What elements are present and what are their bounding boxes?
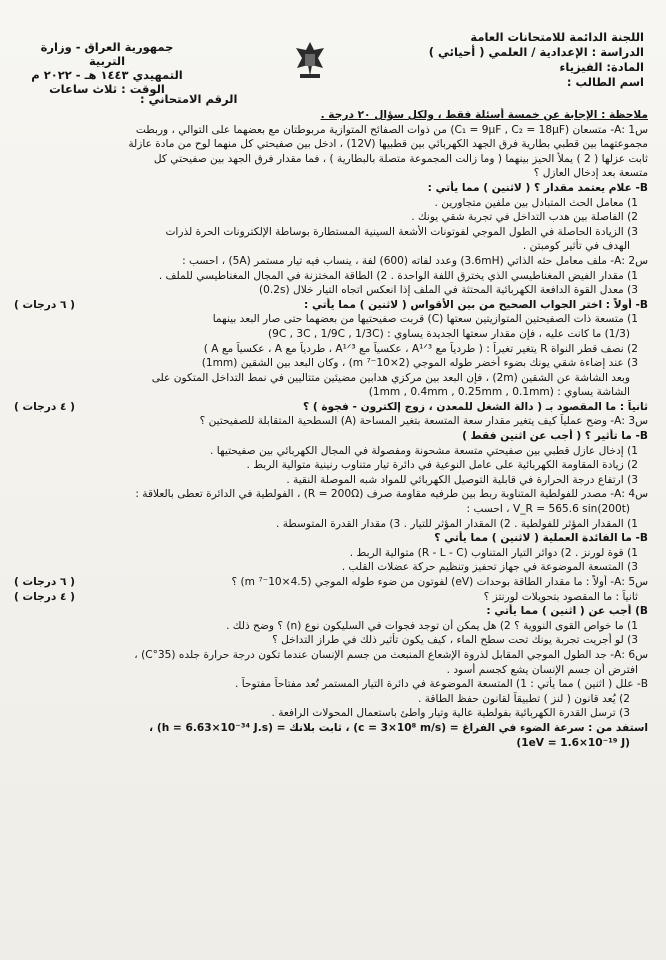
q2-a-line-1: س2 :A- ملف معامل حثه الذاتي (3.6mH) وعدد لفاته (600) لفة ، ينساب فيه تيار مستمر (5A) ، احسب : bbox=[182, 254, 648, 267]
marks-badge: ( ٤ درجات ) bbox=[14, 590, 76, 603]
committee-title: اللجنة الدائمة للامتحانات العامة bbox=[470, 30, 644, 44]
stage-line: الدراسة : الإعدادية / العلمي ( أحيائي ) bbox=[428, 45, 644, 59]
q6-a-line-1: س6 :A- جد الطول الموجي المقابل لذروة الإشعاع المنبعث من جسم الإنسان عندما تكون درجة حرارة جلده (35°C) ، bbox=[134, 648, 648, 661]
q2-b-item-3-options: الشاشة يساوي : (1mm , 0.4mm , 0.25mm , 0.1mm) bbox=[368, 386, 630, 399]
q4-a-equation: V_R = 565.6 sin(200t) ، احسب : bbox=[466, 503, 630, 516]
marks-badge: ( ٦ درجات ) bbox=[14, 576, 76, 588]
q5-a-line-2: ثانياً : ما المقصود بتحويلات لورنتز ؟ ( ٤ درجات ) bbox=[14, 590, 638, 603]
q3-b-item-2: 2) زيادة المقاومة الكهربائية على عامل النوعية في دائرة تيار متناوب رنينية متوالية الربط . bbox=[246, 459, 638, 472]
constants-line-1: استفد من : سرعة الضوء في الفراغ = (c = 3×10⁸ m/s) ، ثابت بلانك = (h = 6.63×10⁻³⁴ J.s) ، bbox=[149, 721, 648, 734]
q5-b-item-3: 3) لو أجريت تجربة يونك تحت سطح الماء ، كيف يكون تأثير ذلك في طراز التداخل ؟ bbox=[272, 634, 638, 647]
subject-line: المادة: الفيزياء bbox=[559, 60, 644, 74]
q2-b-item-2: 2) نصف قطر النواة R يتغير تغيراً : ( طردياً مع A¹ᐟ³ ، عكسياً مع A¹ᐟ³ ، طردياً مع A ، عكسياً مع A ) bbox=[203, 342, 638, 355]
marks-badge: ( ٤ درجات ) bbox=[14, 400, 76, 413]
exam-date: التمهيدي ١٤٤٣ هـ - ٢٠٢٢ م bbox=[31, 68, 183, 82]
header-right-block bbox=[394, 30, 644, 90]
q1-a-line-3: ثابت عزلها ( 2 ) يملأ الحيز بينهما ( وما زالت المجموعة متصلة بالبطارية ) ، فما مقدار فرق الجهد بين صفيحتي كل bbox=[153, 152, 648, 165]
q2-b-item-3: 3) عند إضاءة شقي يونك بضوء أخضر طوله الموجي (2×10⁻⁷ m) ، وكان البعد بين الشقين (1mm) bbox=[201, 357, 638, 370]
q6-b-heading: B- علل ( اثنين ) مما يأتي : 1) المتسعة الموضوعة في دائرة التيار المستمر تُعد مفتاحاً مفتوحاً . bbox=[234, 678, 648, 691]
q1-b-item-3: 3) الزيادة الحاصلة في الطول الموجي لفوتونات الأشعة السينية المستطارة بوساطة الإلكترونات الحرة لذرات bbox=[165, 225, 638, 238]
q1-b-item-3-cont: الهدف في تأثير كومبتن . bbox=[522, 240, 630, 253]
ministry-line: جمهورية العراق - وزارة التربية bbox=[40, 40, 174, 68]
q2-b-item-1-options: (1/3) ما كانت عليه ، فإن مقدار سعتها الجديدة يساوي : (9C , 3C , 1/9C , 1/3C) bbox=[267, 327, 630, 340]
constants-line-2: (1eV = 1.6×10⁻¹⁹ J) bbox=[516, 736, 630, 749]
student-name-line: اسم الطالب : bbox=[566, 75, 644, 89]
marks-badge: ( ٦ درجات ) bbox=[14, 298, 76, 311]
q1-a-line-4: متسعة بعد إدخال العازل ؟ bbox=[533, 167, 648, 180]
q3-b-item-3: 3) ارتفاع درجة الحرارة في قابلية التوصيل الكهربائي للمواد شبه الموصلة النقية . bbox=[286, 473, 638, 486]
exam-duration: الوقت : ثلاث ساعات bbox=[49, 82, 165, 96]
q3-a: س3 :A- وضح عملياً كيف يتغير مقدار سعة المتسعة بتغير المساحة (A) السطحية المتقابلة للصفيحتين ؟ bbox=[199, 415, 648, 428]
q2-b-item-3-cont: وبعد الشاشة عن الشقين (2m) ، فإن البعد بين مركزي هدابين مضيئين متتاليين في نمط التداخل المتكون على bbox=[151, 371, 630, 384]
q3-b-item-1: 1) إدخال عازل قطبي بين صفيحتي متسعة مشحونة ومفصولة في المجال الكهربائي بين صفيحتيها . bbox=[210, 444, 638, 457]
q2-a-line-2: 1) مقدار الفيض المغناطيسي الذي يخترق اللفة الواحدة . 2) الطاقة المختزنة في المجال المغناطيسي للملف . bbox=[158, 269, 638, 282]
q5-b-item-1: 1) ما خواص القوى النووية ؟ 2) هل يمكن أن توجد فجوات في السليكون نوع (n) ؟ وضح ذلك . bbox=[226, 619, 638, 632]
q1-b-item-2: 2) الفاصلة بين هدب التداخل في تجربة شقي يونك . bbox=[411, 211, 638, 224]
q4-a-line-1: س4 :A- مصدر للفولطية المتناوبة ربط بين طرفيه مقاومة صرف (R = 200Ω) ، الفولطية في الدائرة تعطى بالعلاقة : bbox=[135, 488, 648, 501]
exam-header bbox=[14, 30, 648, 108]
q1-b-item-1: 1) معامل الحث المتبادل بين ملفين متجاورين . bbox=[434, 196, 638, 209]
q4-a-line-3: 1) المقدار المؤثر للفولطية . 2) المقدار المؤثر للتيار . 3) مقدار القدرة المتوسطة . bbox=[275, 517, 638, 530]
exam-number-label: الرقم الامتحاني : bbox=[140, 92, 238, 106]
iraq-eagle-emblem-icon bbox=[290, 38, 330, 80]
q2-b-heading: B- أولاً : اختر الجواب الصحيح من بين الأقواس ( لاثنين ) مما يأتي : ( ٦ درجات ) bbox=[14, 298, 648, 311]
q6-b-item-2: 2) يُعد قانون ( لنز ) تطبيقاً لقانون حفظ الطاقة . bbox=[417, 692, 630, 705]
q2-a-line-3: 3) معدل القوة الدافعة الكهربائية المحتثة في الملف إذا انعكس اتجاه التيار خلال (0.2s) bbox=[258, 284, 638, 297]
exam-note: ملاحظة : الإجابة عن خمسة أسئلة فقط ، ولكل سؤال ٢٠ درجة . bbox=[320, 109, 648, 121]
q6-a-line-2: افترض أن جسم الإنسان يشع كجسم أسود . bbox=[446, 663, 638, 676]
q1-a-line-1: س1 :A- متسعان (C₁ = 9μF , C₂ = 18μF) من ذوات الصفائح المتوازية مربوطتان مع بعضهما على التوالي ، وربطت bbox=[135, 123, 648, 136]
q4-b-item-1: 1) قوة لورنز . 2) دوائر التيار المتناوب (R - L - C) متوالية الربط . bbox=[349, 546, 638, 559]
header-left-block bbox=[22, 40, 192, 96]
q6-b-item-3: 3) ترسل القدرة الكهربائية بفولطية عالية وتيار واطئ باستعمال المحولات الرافعة . bbox=[271, 707, 630, 720]
q2-b-second: ثانياً : ما المقصود بـ ( دالة الشغل للمعدن ، زوج إلكترون - فجوة ) ؟ ( ٤ درجات ) bbox=[14, 400, 648, 413]
q1-a-line-2: مجموعتهما بين قطبي بطارية فرق الجهد الكهربائي بين قطبيها (12V) ، ادخل بين صفيحتي كل منهما لوح من مادة عازلة bbox=[128, 138, 648, 151]
q4-b-heading: B- ما الفائدة العملية ( لاثنين ) مما يأتي ؟ bbox=[434, 532, 648, 545]
q2-b-item-1: 1) متسعة ذات الصفيحتين المتوازيتين سعتها (C) قربت صفيحتيها من بعضهما حتى صار البعد بينهما bbox=[212, 313, 638, 326]
q5-b-heading: B) أجب عن ( اثنين ) مما يأتي : bbox=[486, 605, 648, 618]
q1-b-heading: B- علام يعتمد مقدار ؟ ( لاثنين ) مما يأتي : bbox=[427, 181, 648, 194]
q3-b-heading: B- ما تأثير ؟ ( أجب عن اثنين فقط ) bbox=[462, 430, 648, 443]
q5-a-line-1: س5 :A- أولاً : ما مقدار الطاقة بوحدات (eV) لفوتون من ضوء طوله الموجي (4.5×10⁻⁷ m) ؟ ( ٦ درجات ) bbox=[14, 576, 648, 588]
q4-b-item-3: 3) المتسعة الموضوعة في جهاز تحفيز وتنظيم حركة عضلات القلب . bbox=[341, 561, 638, 574]
